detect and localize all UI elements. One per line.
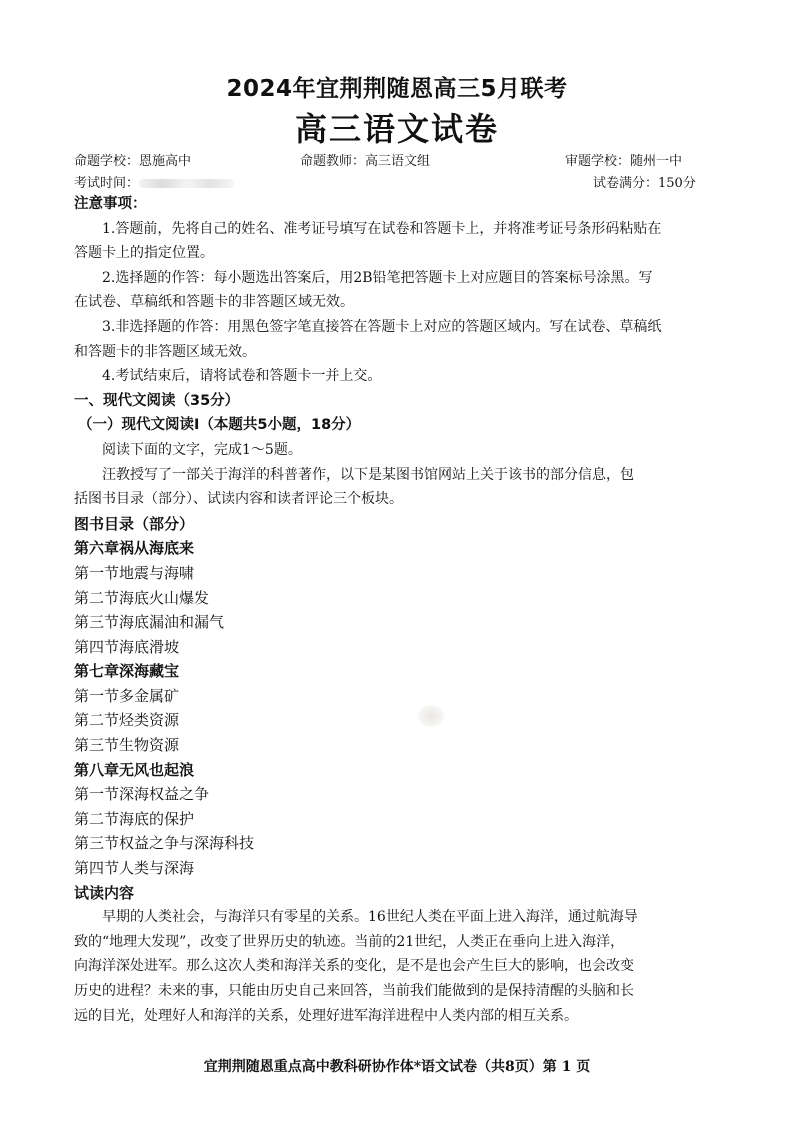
setter-teacher: 命题教师：高三语文组 <box>300 154 431 169</box>
scan-smudge <box>418 705 444 727</box>
toc-section: 第二节烃类资源 <box>74 711 180 730</box>
trial-line: 远的目光，处理好人和海洋的关系，处理好进军海洋进程中人类内部的相互关系。 <box>74 1007 578 1024</box>
exam-title: 2024年宜荆荆随恩高三5月联考 <box>226 76 568 102</box>
exam-time <box>74 172 234 191</box>
trial-line: 早期的人类社会，与海洋只有零星的关系。16世纪人类在平面上进入海洋，通过航海导 <box>102 909 638 926</box>
notice-line: 1.答题前，先将自己的姓名、准考证号填写在试卷和答题卡上，并将准考证号条形码粘贴在 <box>102 220 662 237</box>
toc-chapter: 第八章无风也起浪 <box>74 760 195 779</box>
exam-time-label: 考试时间： <box>74 176 140 191</box>
page-footer: 宜荆荆随恩重点高中教科研协作体*语文试卷（共8页）第 1 页 <box>203 1059 591 1075</box>
intro-line: 汪教授写了一部关于海洋的科普著作，以下是某图书馆网站上关于该书的部分信息，包 <box>102 466 634 483</box>
trial-line: 向海洋深处进军。那么这次人类和海洋关系的变化，是不是也会产生巨大的影响，也会改变 <box>74 958 634 975</box>
redacted-time <box>139 179 234 188</box>
toc-section: 第三节海底漏油和漏气 <box>74 613 225 632</box>
reading-instruction: 阅读下面的文字，完成1～5题。 <box>102 441 302 458</box>
notice-heading: 注意事项： <box>74 196 147 212</box>
toc-section: 第四节海底滑坡 <box>74 637 180 656</box>
intro-line: 括图书目录（部分）、试读内容和读者评论三个板块。 <box>74 491 403 508</box>
subsection-heading: （一）现代文阅读Ⅰ（本题共5小题，18分） <box>78 417 361 434</box>
section-heading: 一、现代文阅读（35分） <box>74 392 240 409</box>
toc-section: 第一节深海权益之争 <box>74 785 210 804</box>
toc-section: 第一节地震与海啸 <box>74 563 195 582</box>
trial-heading: 试读内容 <box>74 883 135 902</box>
toc-section: 第二节海底火山爆发 <box>74 588 210 607</box>
toc-section: 第三节生物资源 <box>74 736 180 755</box>
notice-line: 答题卡上的指定位置。 <box>74 245 214 262</box>
notice-line: 在试卷、草稿纸和答题卡的非答题区域无效。 <box>74 294 354 311</box>
trial-line: 致的“地理大发现”，改变了世界历史的轨迹。当前的21世纪，人类正在垂向上进入海洋， <box>74 933 625 950</box>
trial-line: 历史的进程？未来的事，只能由历史自己来回答，当前我们能做到的是保持清醒的头脑和长 <box>74 983 634 999</box>
notice-line: 4.考试结束后，请将试卷和答题卡一并上交。 <box>102 368 382 385</box>
notice-line: 3.非选择题的作答：用黑色签字笔直接答在答题卡上对应的答题区域内。写在试卷、草稿纸 <box>102 318 662 335</box>
setter-school: 命题学校：恩施高中 <box>74 154 192 169</box>
toc-heading: 图书目录（部分） <box>74 514 195 533</box>
notice-line: 和答题卡的非答题区域无效。 <box>74 343 256 360</box>
notice-section <box>74 192 724 1028</box>
full-score: 试卷满分：150分 <box>593 176 696 191</box>
toc-section: 第四节人类与深海 <box>74 859 195 878</box>
toc-section: 第一节多金属矿 <box>74 686 180 705</box>
review-school: 审题学校：随州一中 <box>565 154 683 169</box>
toc-section: 第二节海底的保护 <box>74 809 195 828</box>
toc-chapter: 第六章祸从海底来 <box>74 539 195 558</box>
toc-chapter: 第七章深海藏宝 <box>74 662 180 681</box>
paper-title: 高三语文试卷 <box>294 110 499 148</box>
notice-line: 2.选择题的作答：每小题选出答案后，用2B铅笔把答题卡上对应题目的答案标号涂黑。写 <box>102 269 653 286</box>
toc-section: 第三节权益之争与深海科技 <box>74 834 255 853</box>
